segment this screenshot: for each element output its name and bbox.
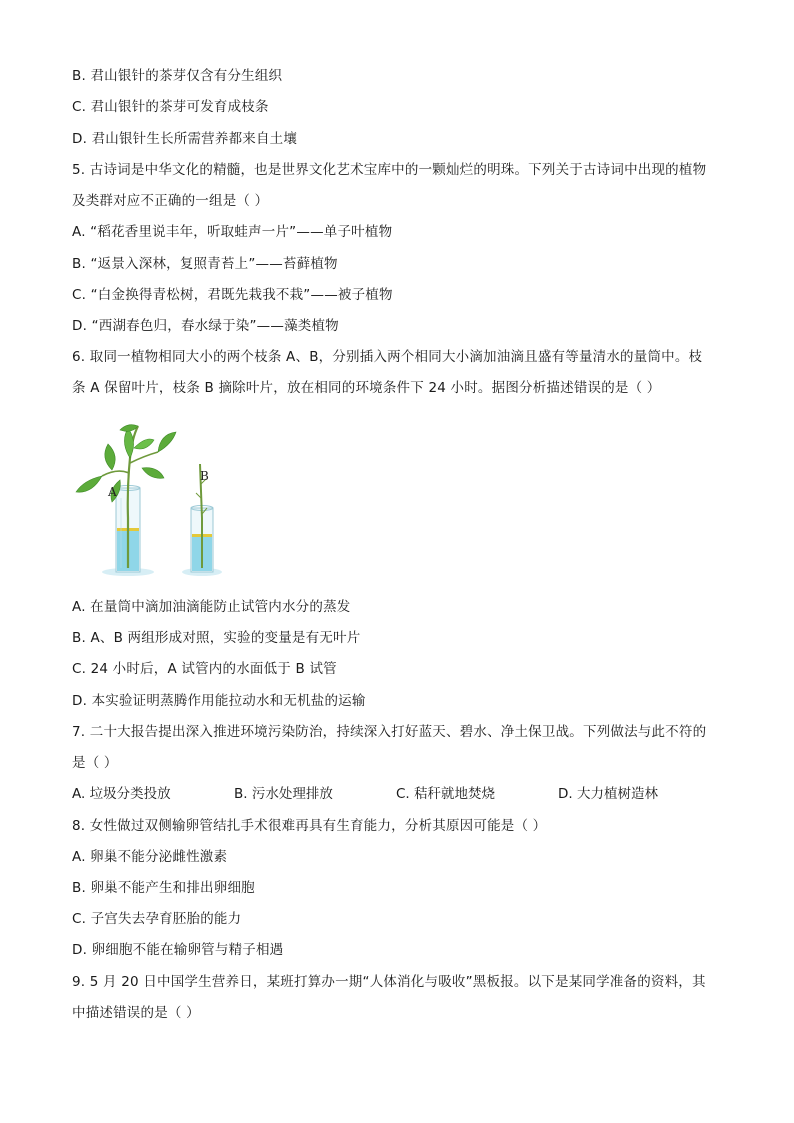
branch-b-illustration [180,418,240,580]
q5-option-b: B. “返景入深林，复照青苔上”——苔藓植物 [72,256,338,272]
q5-option-c: C. “白金换得青松树，君既先栽我不栽”——被子植物 [72,287,393,303]
q4-option-c: C. 君山银针的茶芽可发育成枝条 [72,99,269,115]
q8-option-c: C. 子宫失去孕育胚胎的能力 [72,911,242,927]
q8-option-d: D. 卵细胞不能在输卵管与精子相遇 [72,942,284,958]
q9-stem-line1: 9. 5 月 20 日中国学生营养日，某班打算办一期“人体消化与吸收”黑板报。以下是某同学准备的资料，其 [72,974,706,990]
q8-option-b: B. 卵巢不能产生和排出卵细胞 [72,880,255,896]
q4-option-d: D. 君山银针生长所需营养都来自土壤 [72,131,298,147]
q7-option-d: D. 大力植树造林 [558,786,658,802]
branch-cylinder-illustration [72,418,182,580]
q7-stem-line2: 是（ ） [72,755,118,771]
q7-option-a: A. 垃圾分类投放 [72,786,171,802]
q8-option-a: A. 卵巢不能分泌雌性激素 [72,849,228,865]
label-b: B [200,469,209,483]
q7-stem-line1: 7. 二十大报告提出深入推进环境污染防治，持续深入打好蓝天、碧水、净土保卫战。下列做法与此不符的 [72,724,707,740]
experiment-figure [72,418,182,580]
q8-stem: 8. 女性做过双侧输卵管结扎手术很难再具有生育能力，分析其原因可能是（ ） [72,818,547,834]
q7-option-b: B. 污水处理排放 [234,786,333,802]
experiment-figure-b [180,418,240,580]
q5-stem-line2: 及类群对应不正确的一组是（ ） [72,193,269,209]
q6-option-b: B. A、B 两组形成对照，实验的变量是有无叶片 [72,630,361,646]
q7-option-c: C. 秸秆就地焚烧 [396,786,496,802]
q5-option-d: D. “西湖春色归，春水绿于染”——藻类植物 [72,318,339,334]
q4-option-b: B. 君山银针的茶芽仅含有分生组织 [72,68,283,84]
q9-stem-line2: 中描述错误的是（ ） [72,1005,200,1021]
label-a: A [108,485,117,499]
q6-stem-line2: 条 A 保留叶片，枝条 B 摘除叶片，放在相同的环境条件下 24 小时。据图分析描述错误的是（ ） [72,380,661,396]
q6-option-c: C. 24 小时后，A 试管内的水面低于 B 试管 [72,661,337,677]
q6-option-a: A. 在量筒中滴加油滴能防止试管内水分的蒸发 [72,599,351,615]
q5-stem-line1: 5. 古诗词是中华文化的精髓，也是世界文化艺术宝库中的一颗灿烂的明珠。下列关于古诗词中出现的植物 [72,162,707,178]
q6-stem-line1: 6. 取同一植物相同大小的两个枝条 A、B，分别插入两个相同大小滴加油滴且盛有等量清水的量筒中。枝 [72,349,703,365]
q5-option-a: A. “稻花香里说丰年，听取蛙声一片”——单子叶植物 [72,224,393,240]
q6-option-d: D. 本实验证明蒸腾作用能拉动水和无机盐的运输 [72,693,366,709]
